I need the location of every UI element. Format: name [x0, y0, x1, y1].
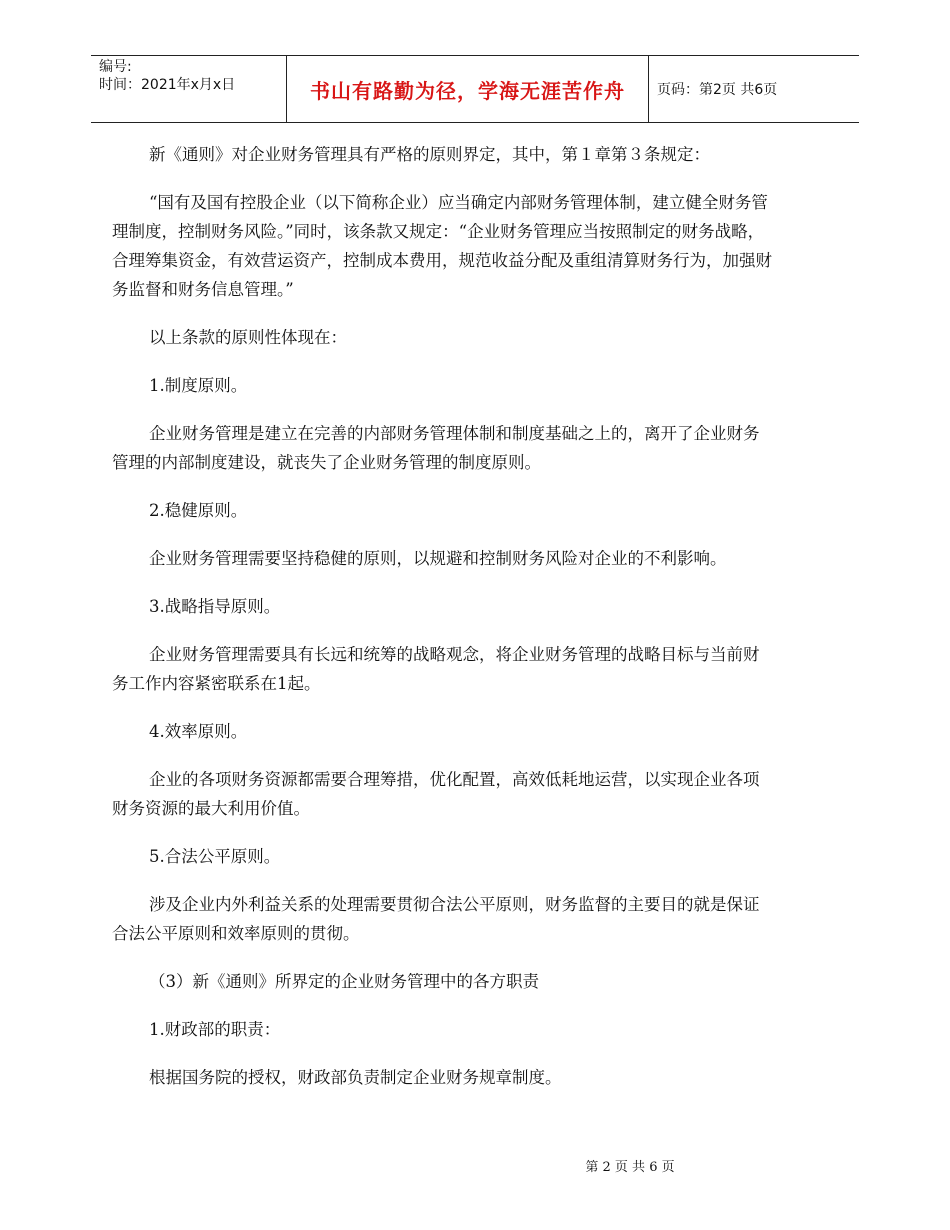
section-heading: （3）新《通则》所界定的企业财务管理中的各方职责	[149, 972, 539, 991]
header-meta	[91, 56, 286, 122]
responsibility-heading: 1.财政部的职责：	[149, 1020, 281, 1039]
document-time-label: 时间：2021年x月x日	[99, 77, 236, 93]
document-header	[91, 55, 859, 123]
paragraph: 根据国务院的授权，财政部负责制定企业财务规章制度。	[149, 1068, 562, 1087]
paragraph: 企业财务管理需要具有长远和统筹的战略观念，将企业财务管理的战略目标与当前财务工作内容紧密联系在1起。	[112, 645, 760, 693]
page-footer: 第 2 页 共 6 页	[585, 1160, 675, 1175]
paragraph: 新《通则》对企业财务管理具有严格的原则界定，其中，第１章第３条规定：	[149, 145, 710, 164]
paragraph: 企业财务管理是建立在完善的内部财务管理体制和制度基础之上的，离开了企业财务管理的内部制度建设，就丧失了企业财务管理的制度原则。	[112, 424, 760, 472]
principle-heading: 4.效率原则。	[149, 722, 248, 741]
principle-heading: 3.战略指导原则。	[149, 597, 281, 616]
paragraph: 企业财务管理需要坚持稳健的原则，以规避和控制财务风险对企业的不利影响。	[149, 549, 727, 568]
principle-heading: 2.稳健原则。	[149, 501, 248, 520]
header-motto: 书山有路勤为径，学海无涯苦作舟	[310, 78, 625, 103]
header-page-cell	[649, 56, 859, 122]
paragraph: 以上条款的原则性体现在：	[149, 328, 347, 347]
document-number-label: 编号:	[99, 59, 132, 75]
paragraph: “国有及国有控股企业（以下简称企业）应当确定内部财务管理体制，建立健全财务管理制度，控制财务风险。”同时，该条款又规定：“企业财务管理应当按照制定的财务战略，合理筹集资金，有效营运资产，控制成本费用，规范收益分配及重组清算财务行为，加强财务监督和财务信息管理。”	[112, 193, 772, 299]
header-motto-cell	[286, 56, 649, 122]
paragraph: 企业的各项财务资源都需要合理筹措，优化配置，高效低耗地运营，以实现企业各项财务资源的最大利用价值。	[112, 770, 760, 818]
paragraph: 涉及企业内外利益关系的处理需要贯彻合法公平原则，财务监督的主要目的就是保证合法公平原则和效率原则的贯彻。	[112, 895, 760, 943]
principle-heading: 1.制度原则。	[149, 376, 248, 395]
header-page-info: 页码：第2页 共6页	[657, 82, 778, 98]
document-body	[112, 140, 772, 1111]
principle-heading: 5.合法公平原则。	[149, 847, 281, 866]
